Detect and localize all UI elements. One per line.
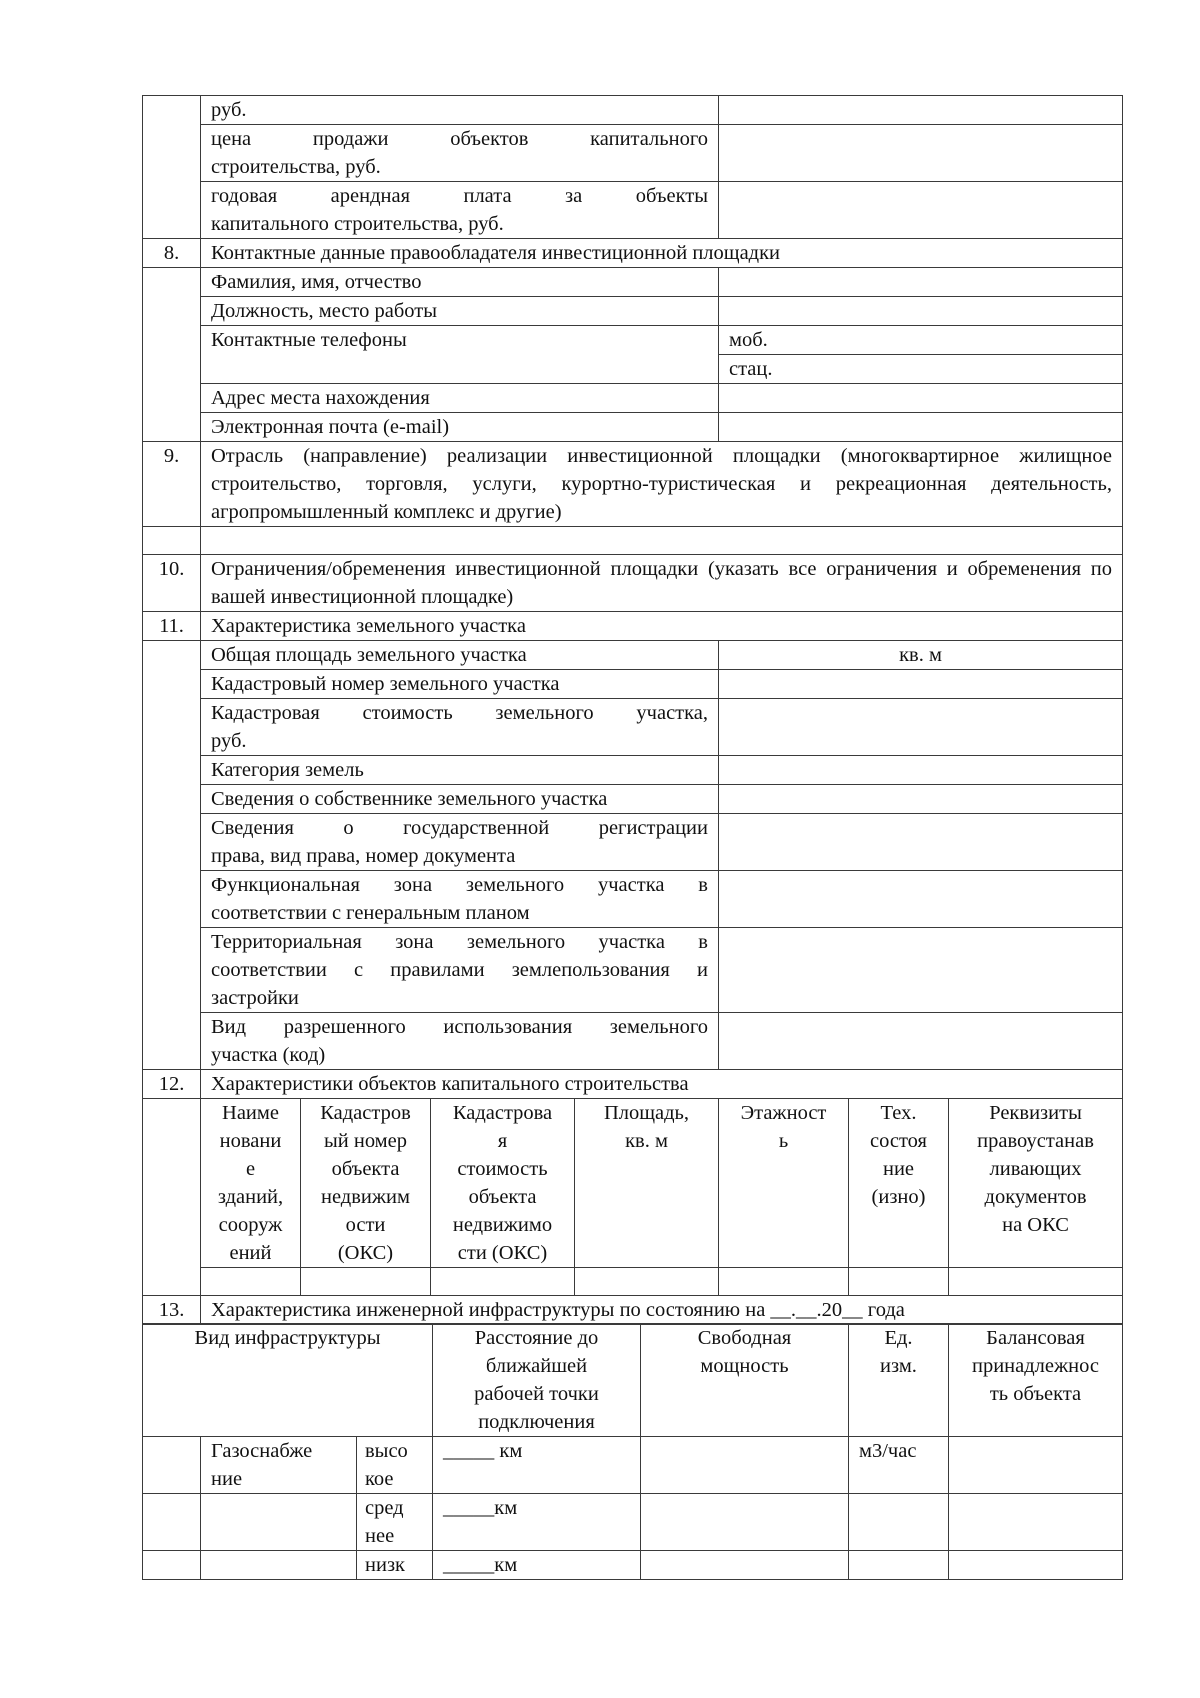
infra-header-row	[143, 1324, 1123, 1437]
col-cadastral-value-header: Кадастрова я стоимость объекта недвижимо сти (ОКС)	[431, 1098, 575, 1267]
value-cell[interactable]	[949, 1267, 1123, 1295]
table-row	[143, 814, 1123, 871]
section-10-header	[143, 555, 1123, 612]
distance-cell[interactable]: _____км	[433, 1551, 641, 1580]
oks-header-row	[143, 1098, 1123, 1267]
value-cell[interactable]	[719, 785, 1123, 814]
table-row	[143, 96, 1123, 125]
section-8-header	[143, 239, 1123, 268]
section-number: 10.	[143, 555, 201, 612]
table-row	[143, 1437, 1123, 1494]
table-row	[143, 1013, 1123, 1070]
col-unit-header: Ед. изм.	[849, 1324, 949, 1437]
value-cell[interactable]	[641, 1551, 849, 1580]
cadastral-value-label: Кадастровая стоимость земельного участка, руб.	[201, 699, 719, 756]
table-row	[143, 928, 1123, 1013]
col-type-header: Вид инфраструктуры	[143, 1324, 433, 1437]
table-row	[143, 641, 1123, 670]
unit-cell: м3/час	[849, 1437, 949, 1494]
section-title: Отрасль (направление) реализации инвестиционной площадки (многоквартирное жилищное строительство, торговля, услуги, курортно-туристическая и рекреационная деятельность, агропромышленный комплекс и другие)	[201, 442, 1123, 527]
area-unit-cell[interactable]: кв. м	[719, 641, 1123, 670]
table-row	[143, 413, 1123, 442]
value-cell[interactable]	[719, 756, 1123, 785]
section-11-header	[143, 612, 1123, 641]
table-row	[143, 384, 1123, 413]
terr-zone-label: Территориальная зона земельного участка в соответствии с правилами землепользования и застройки	[201, 928, 719, 1013]
section-title: Характеристика инженерной инфраструктуры по состоянию на __.__.20__ года	[201, 1295, 1123, 1324]
value-cell[interactable]	[719, 384, 1123, 413]
distance-cell[interactable]: _____км	[433, 1494, 641, 1551]
main-table	[142, 95, 1123, 1070]
sale-price-label: цена продажи объектов капитального строительства, руб.	[201, 125, 719, 182]
distance-cell[interactable]: _____ км	[433, 1437, 641, 1494]
col-name-header: Наиме новани е зданий, сооруж ений	[201, 1098, 301, 1267]
section-title: Характеристика земельного участка	[201, 612, 1123, 641]
section-number: 12.	[143, 1069, 201, 1098]
value-cell[interactable]	[719, 928, 1123, 1013]
mobile-phone-cell[interactable]: моб.	[719, 326, 1123, 355]
value-cell[interactable]	[719, 670, 1123, 699]
address-label: Адрес места нахождения	[201, 384, 719, 413]
section-title: Характеристики объектов капитального строительства	[201, 1069, 1123, 1098]
rub-label: руб.	[201, 96, 719, 125]
col-floors-header: Этажност ь	[719, 1098, 849, 1267]
value-cell[interactable]	[719, 125, 1123, 182]
table-row	[143, 1494, 1123, 1551]
value-cell[interactable]	[849, 1494, 949, 1551]
gas-label: Газоснабже ние	[201, 1437, 357, 1494]
col-distance-header: Расстояние до ближайшей рабочей точки подключения	[433, 1324, 641, 1437]
table-row	[143, 670, 1123, 699]
section-number: 8.	[143, 239, 201, 268]
value-cell[interactable]	[949, 1551, 1123, 1580]
col-area-header: Площадь, кв. м	[575, 1098, 719, 1267]
table-row	[143, 527, 1123, 555]
table-row	[143, 871, 1123, 928]
section-number: 13.	[143, 1295, 201, 1324]
section-12-header	[143, 1069, 1123, 1098]
value-cell[interactable]	[719, 814, 1123, 871]
value-cell[interactable]	[431, 1267, 575, 1295]
phones-label: Контактные телефоны	[201, 326, 719, 384]
value-cell[interactable]	[641, 1437, 849, 1494]
value-cell[interactable]	[949, 1494, 1123, 1551]
section-13-header	[143, 1295, 1123, 1324]
value-cell[interactable]	[849, 1551, 949, 1580]
table-row	[143, 326, 1123, 355]
section-title: Контактные данные правообладателя инвестиционной площадки	[201, 239, 1123, 268]
value-cell[interactable]	[719, 413, 1123, 442]
registration-label: Сведения о государственной регистрации права, вид права, номер документа	[201, 814, 719, 871]
owner-label: Сведения о собственнике земельного участка	[201, 785, 719, 814]
table-row	[143, 125, 1123, 182]
col-capacity-header: Свободная мощность	[641, 1324, 849, 1437]
table-row	[143, 1551, 1123, 1580]
value-cell[interactable]	[719, 297, 1123, 326]
value-cell[interactable]	[301, 1267, 431, 1295]
value-cell[interactable]	[575, 1267, 719, 1295]
table-row	[143, 268, 1123, 297]
col-condition-header: Тех. состоя ние (изно)	[849, 1098, 949, 1267]
fio-label: Фамилия, имя, отчество	[201, 268, 719, 297]
func-zone-label: Функциональная зона земельного участка в соответствии с генеральным планом	[201, 871, 719, 928]
rent-label: годовая арендная плата за объекты капитального строительства, руб.	[201, 182, 719, 239]
pressure-high-label: высо кое	[357, 1437, 433, 1494]
table-row	[143, 297, 1123, 326]
pressure-mid-label: сред нее	[357, 1494, 433, 1551]
table-row	[143, 182, 1123, 239]
value-cell[interactable]	[949, 1437, 1123, 1494]
area-label: Общая площадь земельного участка	[201, 641, 719, 670]
table-row	[143, 1267, 1123, 1295]
email-label: Электронная почта (e-mail)	[201, 413, 719, 442]
value-cell[interactable]	[719, 871, 1123, 928]
col-owner-header: Балансовая принадлежнос ть объекта	[949, 1324, 1123, 1437]
value-cell[interactable]	[719, 1013, 1123, 1070]
table-row	[143, 785, 1123, 814]
permitted-use-label: Вид разрешенного использования земельного участка (код)	[201, 1013, 719, 1070]
value-cell[interactable]	[719, 1267, 849, 1295]
document-page	[142, 95, 1122, 1580]
infrastructure-table	[142, 1323, 1123, 1580]
table-row	[143, 699, 1123, 756]
oks-table	[142, 1069, 1123, 1325]
value-cell[interactable]	[201, 527, 1123, 555]
value-cell[interactable]	[849, 1267, 949, 1295]
section-9-header	[143, 442, 1123, 527]
col-cadastral-number-header: Кадастров ый номер объекта недвижим ости (ОКС)	[301, 1098, 431, 1267]
value-cell[interactable]	[719, 182, 1123, 239]
category-label: Категория земель	[201, 756, 719, 785]
section-number: 11.	[143, 612, 201, 641]
section-title: Ограничения/обременения инвестиционной площадки (указать все ограничения и обременения по вашей инвестиционной площадке)	[201, 555, 1123, 612]
col-documents-header: Реквизиты правоустанав ливающих документов на ОКС	[949, 1098, 1123, 1267]
position-label: Должность, место работы	[201, 297, 719, 326]
value-cell[interactable]	[641, 1494, 849, 1551]
stationary-phone-cell[interactable]: стац.	[719, 355, 1123, 384]
value-cell[interactable]	[719, 699, 1123, 756]
value-cell[interactable]	[201, 1267, 301, 1295]
section-number: 9.	[143, 442, 201, 527]
value-cell[interactable]	[719, 268, 1123, 297]
cadastral-number-label: Кадастровый номер земельного участка	[201, 670, 719, 699]
pressure-low-label: низк	[357, 1551, 433, 1580]
value-cell[interactable]	[719, 96, 1123, 125]
table-row	[143, 756, 1123, 785]
